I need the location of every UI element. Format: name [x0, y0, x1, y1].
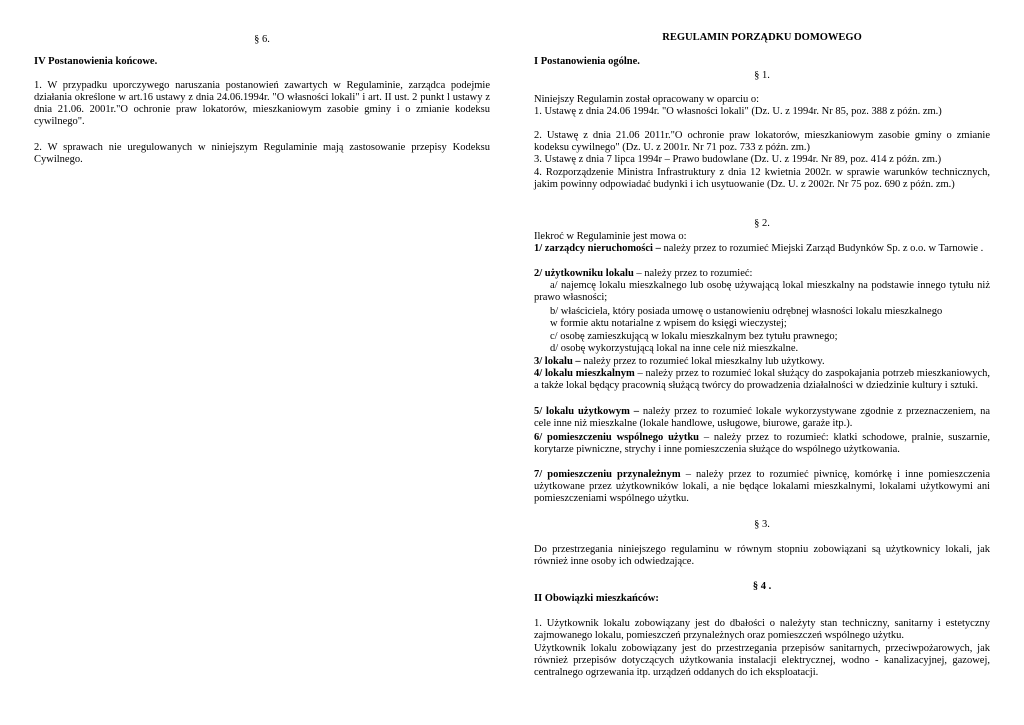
- definition-5: [534, 406, 990, 430]
- definition-2-b-line-1: b/ właściciela, który posiada umowę o ustanowieniu odrębnej własności lokalu mieszkalnego: [550, 306, 943, 317]
- section-6-paragraph-1: 1. W przypadku uporczywego naruszania postanowień zawartych w Regulaminie, zarządca podejmie działania określone w art.16 ustawy z dnia 24.06.1994r. "O własności lokali" i art. II ust. 2 punkt l ustawy z dnia 21.06. 2001r."O ochronie praw lokatorów, mieszkaniowym zasobie gminy i o zmianie kodeksu cywilnego".: [34, 80, 490, 127]
- definition-2-text: – należy przez to rozumieć:: [633, 268, 753, 279]
- section-1-item-3: 3. Ustawę z dnia 7 lipca 1994r – Prawo budowlane (Dz. U. z 1994r. Nr 89, poz. 414 z późn. zm.): [534, 154, 942, 165]
- definition-4-text: – należy przez to rozumieć lokal służący do zaspokajania potrzeb mieszkaniowych, a także lokal będący pracownią służącą twórcy do prowadzenia działalności w dziedzinie kultury i sztuki.: [534, 368, 990, 391]
- definition-2-c: c/ osobę zamieszkującą w lokalu mieszkalnym bez tytułu prawnego;: [550, 331, 838, 342]
- definition-1-term: 1/ zarządcy nieruchomości –: [534, 243, 661, 254]
- section-4-paragraph-1: 1. Użytkownik lokalu zobowiązany jest do dbałości o należyty stan techniczny, sanitarny i estetyczny zajmowanego lokalu, pomieszczeń przynależnych oraz pomieszczeń wspólnego użytku.: [534, 618, 990, 641]
- section-1-item-2: 2. Ustawę z dnia 21.06 2011r."O ochronie praw lokatorów, mieszkaniowym zasobie gminy o zmianie kodeksu cywilnego" (Dz. U. z 2001r. Nr 71 poz. 733 z późn. zm.): [534, 130, 990, 153]
- definition-5-text: należy przez to rozumieć lokale wykorzystywane zgodnie z przeznaczeniem, na cele inne niż mieszkalne (lokale handlowe, usługowe, biurowe, garaże itp.).: [534, 406, 990, 429]
- definition-2-b-line-2: w formie aktu notarialne z wpisem do księgi wieczystej;: [550, 318, 787, 329]
- definition-4: [534, 368, 990, 392]
- chapter-ii-heading: II Obowiązki mieszkańców:: [534, 593, 659, 604]
- section-1-intro: Niniejszy Regulamin został opracowany w oparciu o:: [534, 94, 760, 105]
- definition-6: [534, 432, 990, 456]
- section-1-heading: § 1.: [754, 70, 770, 81]
- section-2-heading: § 2.: [754, 218, 770, 229]
- section-1-item-1: 1. Ustawę z dnia 24.06 1994r. "O własności lokali" (Dz. U. z 1994r. Nr 85, poz. 388 z późn. zm.): [534, 106, 942, 117]
- section-4-heading: § 4 .: [752, 581, 772, 592]
- definition-7-term: 7/ pomieszczeniu przynależnym: [534, 469, 681, 480]
- section-3-text: Do przestrzegania niniejszego regulaminu w równym stopniu zobowiązani są użytkownicy lokali, jak również inne osoby ich odwiedzające.: [534, 544, 990, 567]
- definition-3: [534, 356, 990, 368]
- section-3-heading: § 3.: [754, 519, 770, 530]
- chapter-i-heading: I Postanowienia ogólne.: [534, 56, 640, 67]
- section-4-paragraph-2: Użytkownik lokalu zobowiązany jest do przestrzegania przepisów sanitarnych, przeciwpożarowych, jak również przepisów dotyczących użytkowania instalacji elektrycznej, wodno - kanalizacyjnej, gazowej, centralnego ogrzewania itp. urządzeń oddanych do ich eksploatacji.: [534, 643, 990, 678]
- definition-2-a: a/ najemcę lokalu mieszkalnego lub osobę używającą lokal mieszkalny na podstawie innego tytułu niż prawo własności;: [534, 280, 990, 303]
- section-2-intro: Ilekroć w Regulaminie jest mowa o:: [534, 231, 687, 242]
- definition-3-text: należy przez to rozumieć lokal mieszkalny lub użytkowy.: [580, 356, 825, 367]
- section-6-paragraph-2: 2. W sprawach nie uregulowanych w niniejszym Regulaminie mają zastosowanie przepisy Kodeksu Cywilnego.: [34, 142, 490, 165]
- definition-1: [534, 243, 990, 255]
- definition-6-term: 6/ pomieszczeniu wspólnego użytku: [534, 432, 699, 443]
- document-title: REGULAMIN PORZĄDKU DOMOWEGO: [662, 32, 862, 43]
- definition-7-text: – należy przez to rozumieć piwnicę, komórkę i inne pomieszczenia użytkowane przez użytkowników lokali, a nie będące lokalami mieszkalnymi, lokalami użytkowymi ani pomieszczeniami wspólnego użytku.: [534, 469, 990, 504]
- definition-1-text: należy przez to rozumieć Miejski Zarząd Budynków Sp. z o.o. w Tarnowie .: [660, 243, 984, 254]
- definition-5-term: 5/ lokalu użytkowym –: [534, 406, 639, 417]
- definition-7: [534, 469, 990, 505]
- definition-4-term: 4/ lokalu mieszkalnym: [534, 368, 635, 379]
- section-1-item-4: 4. Rozporządzenie Ministra Infrastruktury z dnia 12 kwietnia 2002r. w sprawie warunków technicznych, jakim powinny odpowiadać budynki i ich usytuowanie (Dz. U. z 2002r. Nr 75 poz. 690 z późn. zm.): [534, 167, 990, 190]
- definition-6-text: – należy przez to rozumieć: klatki schodowe, pralnie, suszarnie, korytarze piwniczne, strychy i inne pomieszczenia służące do wspólnego użytkowania.: [534, 432, 990, 455]
- chapter-iv-heading: IV Postanowienia końcowe.: [34, 56, 158, 67]
- definition-2: [534, 268, 990, 280]
- section-6-heading: § 6.: [254, 34, 270, 45]
- definition-2-term: 2/ użytkowniku lokalu: [534, 268, 634, 279]
- definition-2-d: d/ osobę wykorzystującą lokal na inne cele niż mieszkalne.: [550, 343, 799, 354]
- definition-3-term: 3/ lokalu –: [534, 356, 581, 367]
